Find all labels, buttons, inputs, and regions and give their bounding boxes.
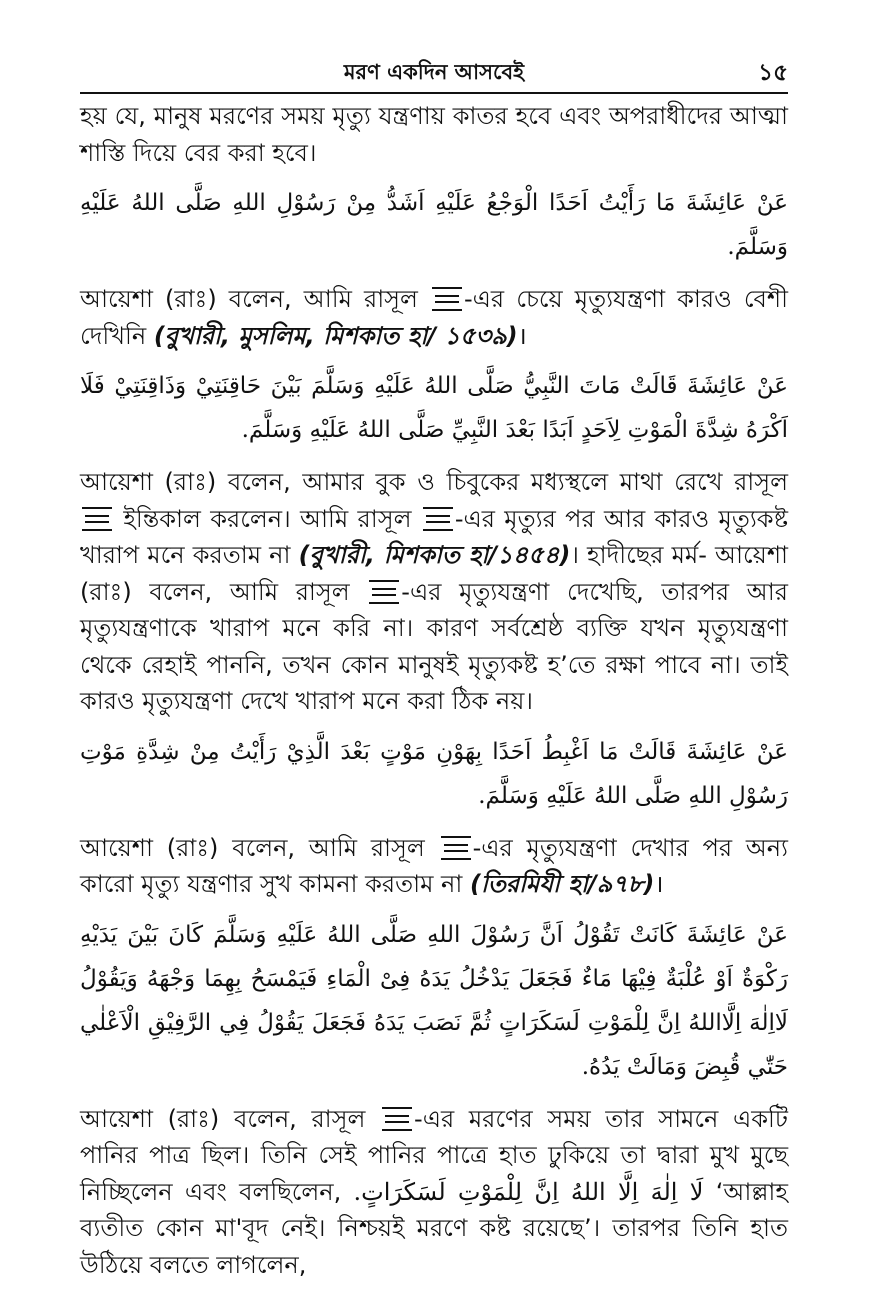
arabic-hadith-3: عَنْ عَائِشَةَ قَالَتْ مَا اَغْبِطُ اَحَدًا بِهَوْنِ مَوْتٍ بَعْدَ الَّذِيْ رَأَيْتُ مِنْ شِدَّةِ مَوْتِ رَسُوْلِ اللهِ صَلَّى اللهُ عَلَيْهِ وَسَلَّمَ. (80, 738, 788, 809)
text-span: আয়েশা (রাঃ) বলেন, আমার বুক ও চিবুকের মধ্যস্থলে মাথা রেখে রাসূল (80, 468, 788, 496)
paragraph-4 (80, 830, 788, 903)
page-header (80, 50, 788, 94)
text-span: -এর মৃত্যুযন্ত্রণা দেখার পর অন্য কারো মৃত্যু যন্ত্রণার সুখ কামনা করতাম না (80, 833, 788, 898)
salawat-icon (382, 1107, 412, 1131)
text-span: ‘আল্লাহ ব্যতীত কোন মা'বূদ নেই। নিশ্চয়ই মরণে কষ্ট রয়েছে’। তারপর তিনি হাত উঠিয়ে বলতে লাগলেন, (80, 1177, 788, 1279)
text-span: ইন্তিকাল করলেন। আমি রাসূল (123, 504, 412, 533)
salawat-icon (82, 507, 112, 531)
paragraph-5 (80, 1101, 788, 1284)
page-number: ১৫ (758, 60, 788, 86)
text-span: -এর মরণের সময় তার সামনে একটি পানির পাত্র ছিল। তিনি সেই পানির পাত্রে হাত ঢুকিয়ে তা দ্বারা মুখ মুছে নিচ্ছিলেন এবং বলছিলেন, (80, 1104, 788, 1206)
arabic-hadith-4: عَنْ عَائِشَةَ كَانَتْ تَقُوْلُ اَنَّ رَسُوْلَ اللهِ صَلَّى اللهُ عَلَيْهِ وَسَلَّمَ كَانَ بَيْنَ يَدَيْهِ رَكْوَةٌ اَوْ عُلْبَةٌ فِيْهَا مَاءٌ فَجَعَلَ يَدْخُلُ يَدَهُ فِىْ الْمَاءِ فَيَمْسَحُ بِهِمَا وَجْهَهُ وَيَقُوْلُ لَااِلٰهَ اِلَّااللهُ اِنَّ لِلْمَوْتِ لَسَكَرَاتٍ ثُمَّ نَصَبَ يَدَهُ فَجَعَلَ يَقُوْلُ فِي الرَّفِيْقِ الْاَعْلٰي حَتّٰي قُبِضَ وَمَالَتْ يَدُهُ. (80, 921, 788, 1080)
salawat-icon (432, 287, 462, 311)
book-page (80, 50, 788, 1293)
salawat-icon (369, 580, 399, 604)
text-span: আয়েশা (রাঃ) বলেন, রাসূল (80, 1104, 366, 1133)
hadith-reference: (তিরমিযী হা/৯৭৮) (469, 870, 655, 898)
text-span: । হাদীছের মর্ম- আয়েশা (রাঃ) বলেন, আমি রাসূল (80, 541, 788, 606)
text-span: । (517, 321, 527, 350)
hadith-reference: (বুখারী, মিশকাত হা/১৪৫৪) (298, 541, 571, 569)
paragraph-3 (80, 464, 788, 720)
text-span: -এর মৃত্যুর পর আর কারও মৃত্যুকষ্ট খারাপ মনে করতাম না (80, 504, 788, 569)
text-span: আয়েশা (রাঃ) বলেন, আমি রাসূল (80, 833, 425, 862)
salawat-icon (441, 836, 471, 860)
hadith-reference: (বুখারী, মুসলিম, মিশকাত হা/ ১৫৩৯) (153, 321, 518, 350)
arabic-inline-quote: لَا اِلٰهَ اِلَّا اللهُ اِنَّ لِلْمَوْتِ لَسَكَرَاتٍ. (353, 1177, 704, 1206)
text-span: আয়েশা (রাঃ) বলেন, আমি রাসূল (80, 285, 418, 313)
paragraph-1: হয় যে, মানুষ মরণের সময় মৃত্যু যন্ত্রণায় কাতর হবে এবং অপরাধীদের আত্মা শাস্তি দিয়ে বের করা হবে। (80, 102, 788, 167)
arabic-hadith-1: عَنْ عَائِشَةَ مَا رَأَيْتُ اَحَدًا الْوَجْعُ عَلَيْهِ اَشَدُّ مِنْ رَسُوْلِ اللهِ صَلَّى اللهُ عَلَيْهِ وَسَلَّمَ. (80, 190, 788, 260)
salawat-icon (423, 507, 453, 531)
arabic-hadith-2: عَنْ عَائِشَةَ قَالَتْ مَاتَ النَّبِيُّ صَلَّى اللهُ عَلَيْهِ وَسَلَّمَ بَيْنَ حَاقِنَتِيْ وَذَاقِنَتِيْ فَلَا اَكْرَهُ شِدَّةَ الْمَوْتِ لِاَحَدٍ اَبَدًا بَعْدَ النَّبِيِّ صَلَّى اللهُ عَلَيْهِ وَسَلَّمَ. (80, 373, 788, 443)
running-title: মরণ একদিন আসবেই (343, 60, 525, 84)
paragraph-2 (80, 281, 788, 354)
text-span: -এর চেয়ে মৃত্যুযন্ত্রণা কারও বেশী দেখিনি (80, 285, 788, 350)
text-span: । (654, 870, 664, 898)
text-span: -এর মৃত্যুযন্ত্রণা দেখেছি, তারপর আর মৃত্যুযন্ত্রণাকে খারাপ মনে করি না। কারণ সর্বশ্রেষ্ঠ ব্যক্তি যখন মৃত্যুযন্ত্রণা থেকে রেহাই পাননি, তখন কোন মানুষই মৃত্যুকষ্ট হ’তে রক্ষা পাবে না। তাই কারও মৃত্যুযন্ত্রণা দেখে খারাপ মনে করা ঠিক নয়। (80, 577, 788, 715)
